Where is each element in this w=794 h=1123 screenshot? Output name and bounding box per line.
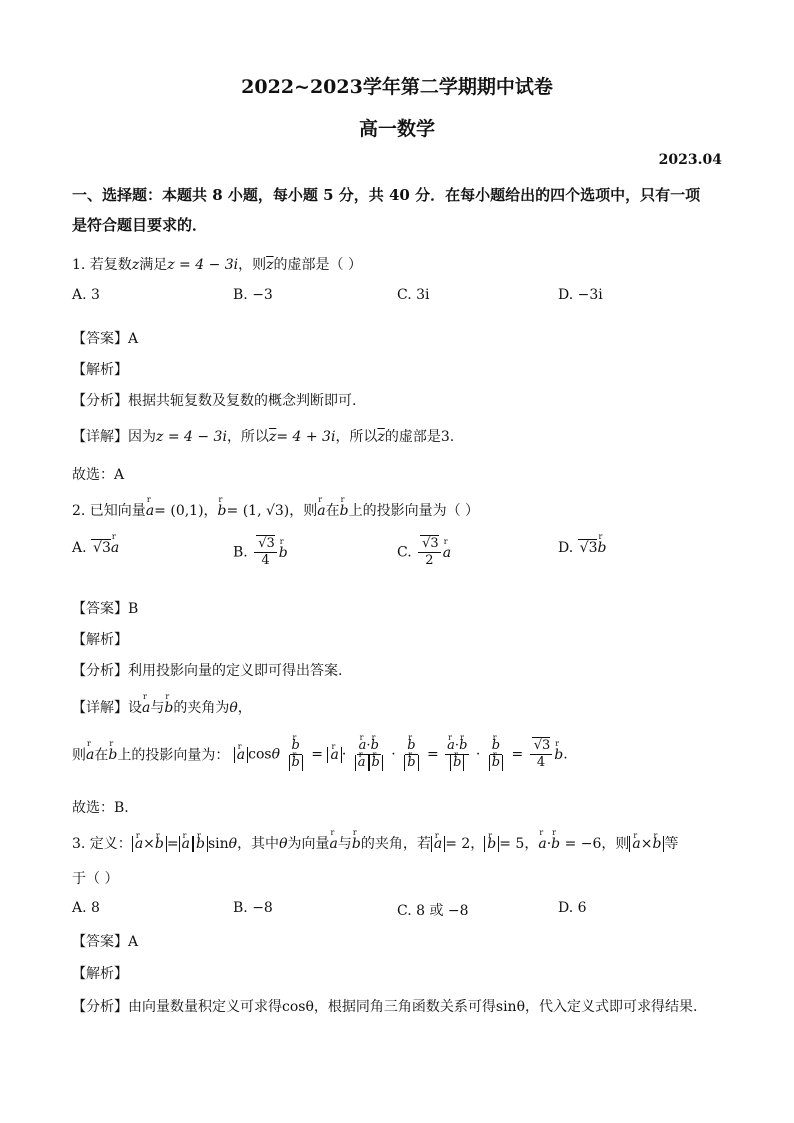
q2-option-c: C. √ $\frac{3}{2}$ r a [397, 536, 451, 569]
q1-option-d: D. −3i [558, 287, 603, 303]
q1-fenxi: 【分析】根据共轭复数及复数的概念判断即可. [72, 393, 357, 409]
q2-fenxi: 【分析】利用投影向量的定义即可得出答案. [72, 663, 343, 679]
q2-option-a: A. √ 3r a [72, 540, 119, 556]
q3-option-b: B. −8 [233, 900, 273, 916]
exam-date: 2023.04 [658, 152, 722, 168]
q2-analysis-label: 【解析】 [72, 632, 128, 648]
question-1-stem: 1. 若复数z满足z = 4 − 3i，则$\overline{z}$的虚部是（ ） [72, 257, 362, 273]
q2-option-b: B. √ $\frac{3}{4}$ r b [233, 536, 288, 569]
q3-answer: 【答案】A [72, 934, 139, 950]
q2-xiangjie: 【详解】设r a与r b的夹角为θ， [72, 697, 252, 717]
q1-answer: 【答案】A [72, 331, 139, 347]
q1-option-b: B. −3 [233, 287, 273, 303]
q1-xiangjie: 【详解】因为z = 4 − 3i，所以$\overline{z}= 4 + 3i$，所以$\overline{z}$的虚部是3. [72, 429, 455, 445]
q2-answer: 【答案】B [72, 601, 139, 617]
q1-choose: 故选：A [72, 467, 125, 483]
section-heading-line1: 一、选择题：本题共 8 小题，每小题 5 分，共 40 分．在每小题给出的四个选项中，只有一项 [72, 186, 701, 204]
q3-fenxi: 【分析】由向量数量积定义可求得cosθ，根据同角三角函数关系可得sinθ，代入定义式即可求得结果. [72, 999, 698, 1015]
section-heading-line2: 是符合题目要求的． [72, 216, 208, 234]
q2-option-d: D. √ 3r b [558, 540, 606, 556]
q1-analysis-label: 【解析】 [72, 362, 128, 378]
question-3-stem-cont: 于（ ） [72, 871, 119, 887]
q3-option-a: A. 8 [72, 900, 100, 916]
question-3-stem: 3. 定义： r a×r b = r a r b sinθ，其中θ为向量r a与r b的夹角，若 r a = 2， r b = 5，r a·r b = −6，则 r a×r b 等 [72, 833, 678, 853]
q1-equation: z = 4 − 3i [167, 257, 239, 273]
exam-title: 2022~2023学年第二学期期中试卷 [241, 76, 553, 98]
q3-option-c: C. 8 或 −8 [397, 903, 469, 919]
q1-option-c: C. 3i [397, 287, 430, 303]
q3-analysis-label: 【解析】 [72, 966, 128, 982]
q2-choose: 故选：B. [72, 800, 129, 816]
question-2-stem: 2. 已知向量r a= (0,1)，r b= (1, √3)，则r a在r b上的投影向量为（ ） [72, 500, 479, 520]
exam-subject: 高一数学 [358, 118, 435, 140]
q3-option-d: D. 6 [558, 900, 587, 916]
q2-projection-derivation: 则r a在r b上的投影向量为： r a cosθ r b r b = r a · r a·r b r a r b · r b r b = r a·r b r b · r b r b = √ $\frac{3}{4}$ r b. [72, 738, 568, 771]
q1-option-a: A. 3 [72, 287, 100, 303]
